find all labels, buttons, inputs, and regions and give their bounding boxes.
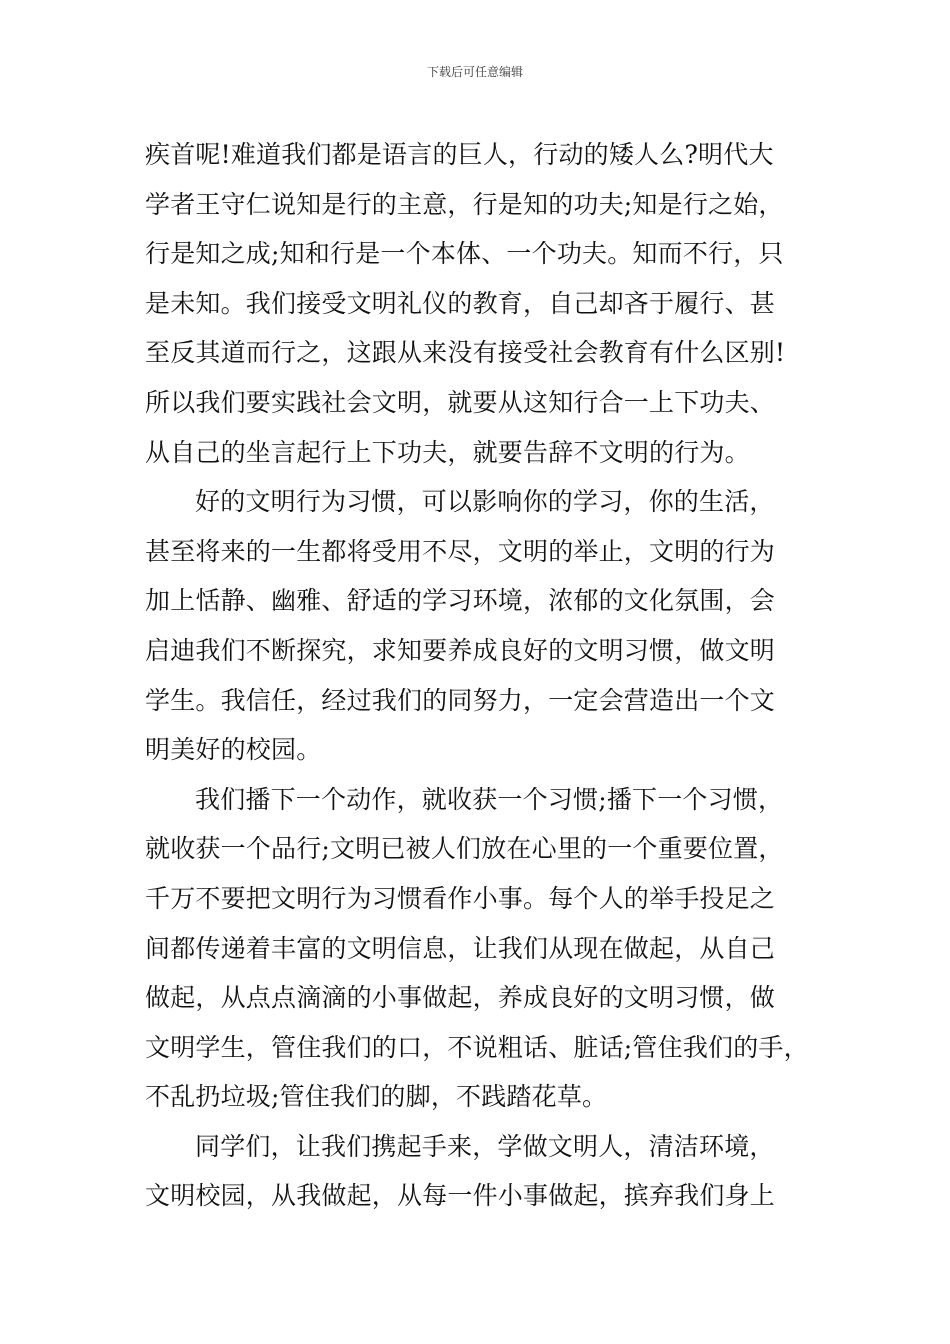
text-line: 明美好的校园。	[145, 735, 322, 765]
text-line: 就收获一个品行;文明已被人们放在心里的一个重要位置，	[145, 834, 784, 864]
paragraph-first-line: 同学们，让我们携起手来，学做文明人，清洁环境，	[195, 1131, 775, 1161]
text-line: 疾首呢!难道我们都是语言的巨人，行动的矮人么?明代大	[145, 140, 774, 169]
text-line: 加上恬静、幽雅、舒适的学习环境，浓郁的文化氛围，会	[145, 586, 776, 616]
body-text	[145, 130, 835, 1221]
text-line: 千万不要把文明行为习惯看作小事。每个人的举手投足之	[145, 883, 776, 913]
text-line: 所以我们要实践社会文明，就要从这知行合一上下功夫、	[145, 387, 776, 417]
text-line: 从自己的坐言起行上下功夫，就要告辞不文明的行为。	[145, 437, 750, 467]
text-line: 甚至将来的一生都将受用不尽，文明的举止，文明的行为	[145, 536, 776, 566]
text-line: 启迪我们不断探究，求知要养成良好的文明习惯，做文明	[145, 635, 776, 665]
text-line: 学生。我信任，经过我们的同努力，一定会营造出一个文	[145, 685, 776, 715]
page-header: 下载后可任意编辑	[426, 65, 523, 79]
text-line: 至反其道而行之，这跟从来没有接受社会教育有什么区别!	[145, 338, 786, 368]
text-line: 文明校园，从我做起，从每一件小事做起，摈弃我们身上	[145, 1181, 776, 1211]
text-line: 做起，从点点滴滴的小事做起，养成良好的文明习惯，做	[145, 983, 776, 1013]
text-line: 文明学生，管住我们的口，不说粗话、脏话;管住我们的手，	[145, 1032, 809, 1062]
text-line: 间都传递着丰富的文明信息，让我们从现在做起，从自己	[145, 933, 776, 963]
paragraph-first-line: 我们播下一个动作，就收获一个习惯;播下一个习惯，	[195, 784, 784, 814]
text-line: 行是知之成;知和行是一个本体、一个功夫。知而不行，只	[145, 239, 784, 269]
text-line: 不乱扔垃圾;管住我们的脚，不践踏花草。	[145, 1082, 608, 1112]
paragraph-first-line: 好的文明行为习惯，可以影响你的学习，你的生活，	[195, 487, 775, 517]
text-line: 是未知。我们接受文明礼仪的教育，自己却吝于履行、甚	[145, 288, 776, 318]
text-line: 学者王守仁说知是行的主意，行是知的功夫;知是行之始，	[145, 189, 784, 219]
